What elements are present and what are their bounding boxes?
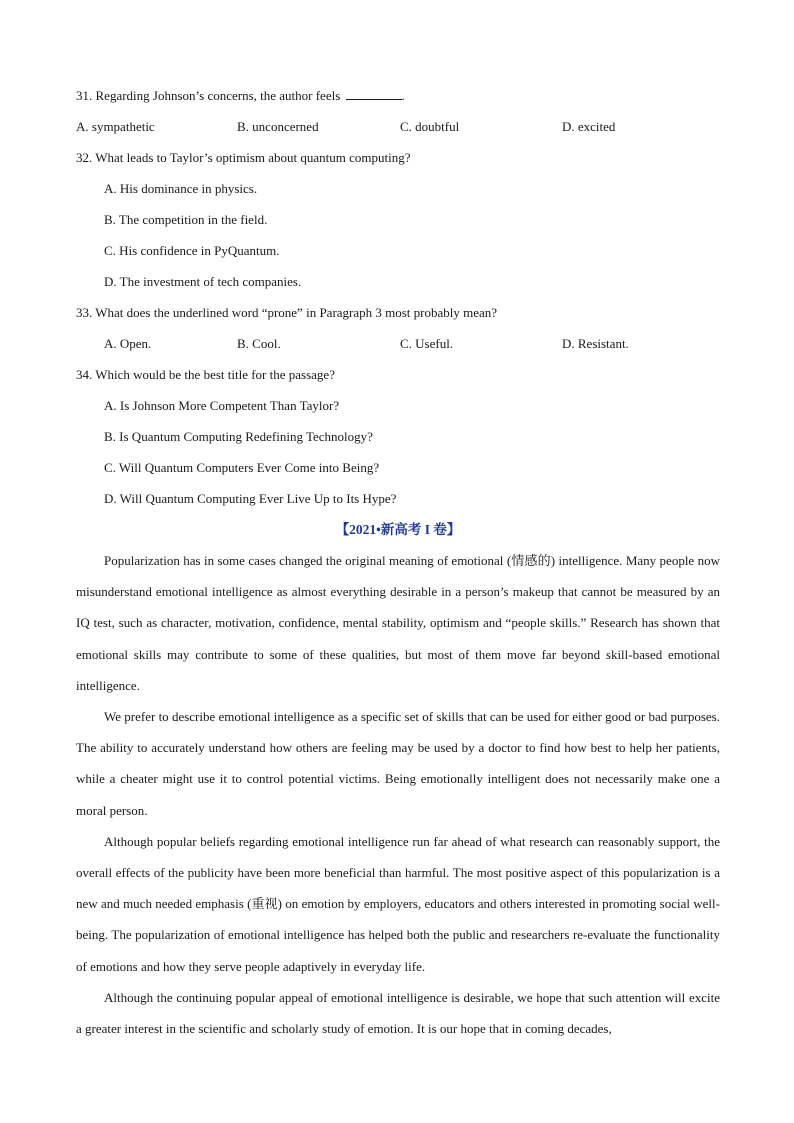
- question-34-option-d: D. Will Quantum Computing Ever Live Up to Its Hype?: [104, 491, 397, 506]
- passage-paragraph-3: Although popular beliefs regarding emotional intelligence run far ahead of what research can reasonably support, the overall effects of the publicity have been more beneficial than harmful. The most positive aspect of this popularization is a new and much needed emphasis (重视) on emotion by employers, educators and others interested in promoting social well-being. The popularization of emotional intelligence has helped both the public and researchers re-evaluate the functionality of emotions and how they serve people adaptively in everyday life.: [76, 833, 720, 974]
- document-page: [76, 80, 720, 1044]
- option-a: A. Open.: [104, 336, 152, 351]
- passage-paragraph-4: Although the continuing popular appeal of emotional intelligence is desirable, we hope that such attention will excite a greater interest in the scientific and scholarly study of emotion. It is our hope that in coming decades,: [76, 989, 720, 1037]
- option-b: B. unconcerned: [237, 119, 319, 134]
- option-d: D. Resistant.: [562, 336, 629, 351]
- question-32-option-c: C. His confidence in PyQuantum.: [104, 243, 280, 258]
- question-33-stem: 33. What does the underlined word “prone” in Paragraph 3 most probably mean?: [76, 305, 498, 320]
- option-a: A. sympathetic: [76, 119, 155, 134]
- question-31-period: .: [401, 88, 405, 103]
- question-34-stem: 34. Which would be the best title for the passage?: [76, 367, 335, 382]
- option-c: C. Useful.: [400, 336, 454, 351]
- option-c: C. doubtful: [400, 119, 460, 134]
- question-32-option-b: B. The competition in the field.: [104, 212, 268, 227]
- question-34-option-b: B. Is Quantum Computing Redefining Technology?: [104, 429, 373, 444]
- question-32-option-a: A. His dominance in physics.: [104, 181, 258, 196]
- option-b: B. Cool.: [237, 336, 281, 351]
- exam-source-heading: 【2021•新高考 I 卷】: [335, 522, 461, 537]
- question-31-stem: [76, 80, 720, 111]
- question-31-text: 31. Regarding Johnson’s concerns, the author feels: [76, 88, 341, 103]
- question-31-options: [76, 111, 720, 142]
- option-d: D. excited: [562, 119, 616, 134]
- question-34-option-a: A. Is Johnson More Competent Than Taylor?: [104, 398, 340, 413]
- passage-paragraph-1: Popularization has in some cases changed the original meaning of emotional (情感的) intelligence. Many people now misunderstand emotional intelligence as almost everything desirable in a person’s makeup that cannot be measured by an IQ test, such as character, motivation, confidence, mental stability, optimism and “people skills.” Research has shown that emotional skills may contribute to some of these qualities, but most of them move far beyond skill-based emotional intelligence.: [76, 553, 720, 693]
- question-32-option-d: D. The investment of tech companies.: [104, 274, 302, 289]
- question-32-stem: 32. What leads to Taylor’s optimism about quantum computing?: [76, 150, 411, 165]
- question-34-option-c: C. Will Quantum Computers Ever Come into Being?: [104, 460, 380, 475]
- answer-blank: [346, 85, 402, 100]
- passage-paragraph-2: We prefer to describe emotional intelligence as a specific set of skills that can be used for either good or bad purposes. The ability to accurately understand how others are feeling may be used by a doctor to find how best to help her patients, while a cheater might use it to control potential victims. Being emotionally intelligent does not necessarily make one a moral person.: [76, 709, 720, 818]
- question-33-options: [76, 328, 720, 359]
